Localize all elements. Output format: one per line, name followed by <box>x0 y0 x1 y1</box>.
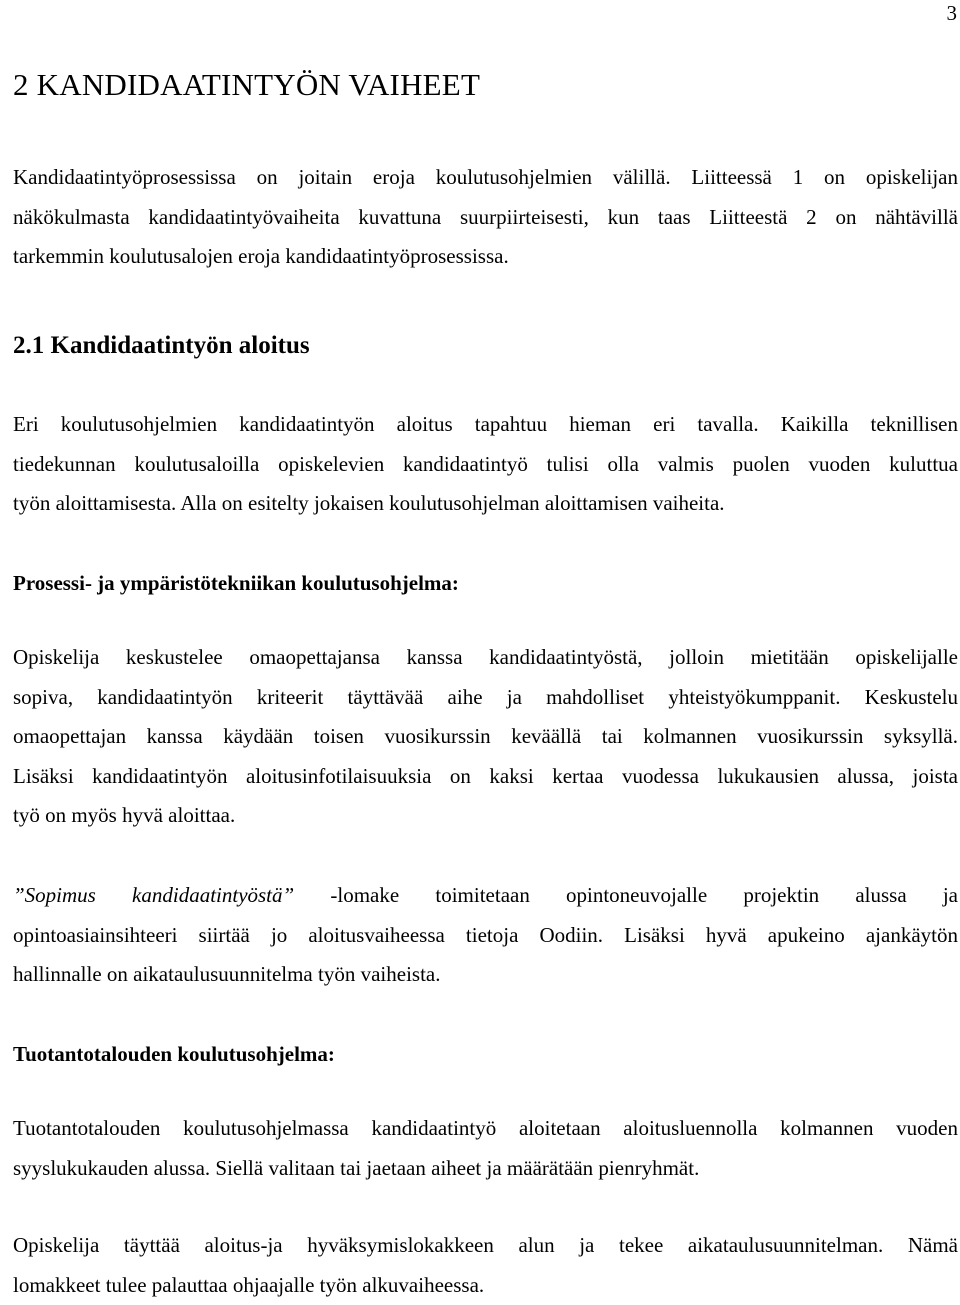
text-line: hallinnalle on aikataulusuunnitelma työn vaiheista. <box>13 955 958 995</box>
text-line: lomakkeet tulee palauttaa ohjaajalle työn alkuvaiheessa. <box>13 1266 958 1305</box>
text-fragment: -lomake toimitetaan opintoneuvojalle projektin alussa ja <box>294 883 958 907</box>
text-line: tarkemmin koulutusalojen eroja kandidaatintyöprosessissa. <box>13 237 958 277</box>
text-line: Lisäksi kandidaatintyön aloitusinfotilaisuuksia on kaksi kertaa vuodessa lukukausien alussa, joista <box>13 757 958 797</box>
industrial-paragraph-1 <box>13 1109 958 1188</box>
section-intro-paragraph <box>13 405 958 524</box>
text-line: näkökulmasta kandidaatintyövaiheita kuvattuna suurpiirteisesti, kun taas Liitteestä 2 on nähtävillä <box>13 198 958 238</box>
text-line: Tuotantotalouden koulutusohjelmassa kandidaatintyö aloitetaan aloitusluennolla kolmannen vuoden <box>13 1109 958 1149</box>
text-line: työ on myös hyvä aloittaa. <box>13 796 958 836</box>
page-number: 3 <box>947 1 958 26</box>
intro-paragraph <box>13 158 958 277</box>
text-line: sopiva, kandidaatintyön kriteerit täyttävää aihe ja mahdolliset yhteistyökumppanit. Keskustelu <box>13 678 958 718</box>
text-line: Opiskelija keskustelee omaopettajansa kanssa kandidaatintyöstä, jolloin mietitään opiskelijalle <box>13 638 958 678</box>
text-line: Opiskelija täyttää aloitus-ja hyväksymislokakkeen alun ja tekee aikataulusuunnitelman. Nämä <box>13 1226 958 1266</box>
text-line <box>13 876 958 916</box>
form-name: ”Sopimus kandidaatintyöstä” <box>13 883 294 907</box>
subsection-title-process: Prosessi- ja ympäristötekniikan koulutusohjelma: <box>13 571 459 596</box>
industrial-paragraph-2 <box>13 1226 958 1305</box>
process-paragraph-2 <box>13 876 958 995</box>
text-line: Kandidaatintyöprosessissa on joitain eroja koulutusohjelmien välillä. Liitteessä 1 on opiskelijan <box>13 158 958 198</box>
text-line: omaopettajan kanssa käydään toisen vuosikurssin keväällä tai kolmannen vuosikurssin syksyllä. <box>13 717 958 757</box>
subsection-title-industrial: Tuotantotalouden koulutusohjelma: <box>13 1042 335 1067</box>
text-line: Eri koulutusohjelmien kandidaatintyön aloitus tapahtuu hieman eri tavalla. Kaikilla teknillisen <box>13 405 958 445</box>
process-paragraph-1 <box>13 638 958 836</box>
text-line: opintoasiainsihteeri siirtää jo aloitusvaiheessa tietoja Oodiin. Lisäksi hyvä apukeino ajankäytön <box>13 916 958 956</box>
chapter-title: 2 KANDIDAATINTYÖN VAIHEET <box>13 67 480 103</box>
section-title: 2.1 Kandidaatintyön aloitus <box>13 332 310 360</box>
text-line: syyslukukauden alussa. Siellä valitaan tai jaetaan aiheet ja määrätään pienryhmät. <box>13 1149 958 1189</box>
text-line: työn aloittamisesta. Alla on esitelty jokaisen koulutusohjelman aloittamisen vaiheita. <box>13 484 958 524</box>
text-line: tiedekunnan koulutusaloilla opiskelevien kandidaatintyö tulisi olla valmis puolen vuoden kuluttua <box>13 445 958 485</box>
